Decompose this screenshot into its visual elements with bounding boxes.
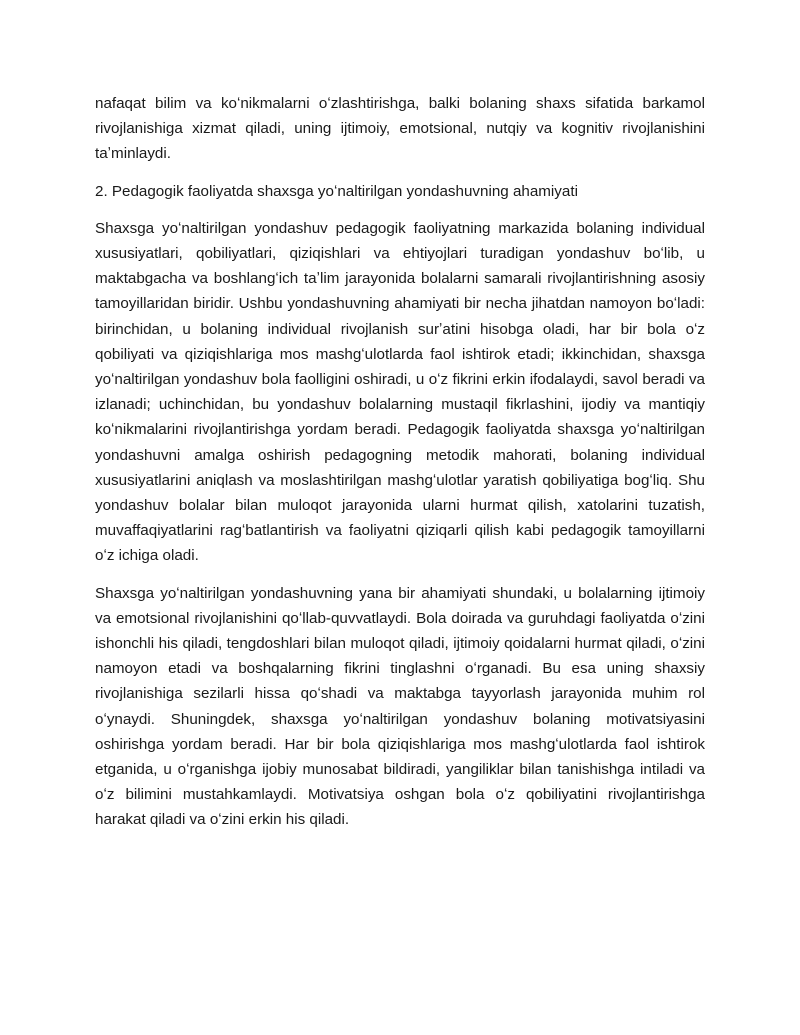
paragraph-body-1: Shaxsga yoʻnaltirilgan yondashuv pedagogik faoliyatning markazida bolaning individual xususiyatlari, qobiliyatlari, qiziqishlari va ehtiyojlari turadigan yondashuv boʻlib, u maktabgacha va boshlangʻich taʼlim jarayonida bolalarni samarali rivojlantirishning asosiy tamoyillaridan biridir. Ushbu yondashuvning ahamiyati bir necha jihatdan namoyon boʻladi: birinchidan, u bolaning individual rivojlanish surʼatini hisobga oladi, har bir bola oʻz qobiliyati va qiziqishlariga mos mashgʻulotlarda faol ishtirok etadi; ikkinchidan, shaxsga yoʻnaltirilgan yondashuv bola faolligini oshiradi, u oʻz fikrini erkin ifodalaydi, savol beradi va izlanadi; uchinchidan, bu yondashuv bolalarning mustaqil fikrlashini, ijodiy va mantiqiy koʻnikmalarini rivojlantirishga yordam beradi. Pedagogik faoliyatda shaxsga yoʻnaltirilgan yondashuvni amalga oshirish pedagogning metodik mahorati, bolaning individual xususiyatlarini aniqlash va moslashtirilgan mashgʻulotlar yaratish qobiliyatiga bogʻliq. Shu yondashuv bolalar bilan muloqot jarayonida ularni hurmat qilish, xatolarini tuzatish, muvaffaqiyatlarini ragʻbatlantirish va faoliyatni qiziqarli qilish kabi pedagogik tamoyillarni oʻz ichiga oladi.: [95, 219, 705, 565]
document-page: [95, 91, 705, 833]
paragraph-body-2: Shaxsga yoʻnaltirilgan yondashuvning yana bir ahamiyati shundaki, u bolalarning ijtimoiy va emotsional rivojlanishini qoʻllab-quvvatlaydi. Bola doirada va guruhdagi faoliyatda oʻzini ishonchli his qiladi, tengdoshlari bilan muloqot qiladi, ijtimoiy qoidalarni hurmat qiladi, oʻzini namoyon etadi va boshqalarning fikrini tinglashni oʻrganadi. Bu esa uning shaxsiy rivojlanishiga sezilarli hissa qoʻshadi va maktabga tayyorlash jarayonida muhim rol oʻynaydi. Shuningdek, shaxsga yoʻnaltirilgan yondashuv bolaning motivatsiyasini oshirishga yordam beradi. Har bir bola qiziqishlariga mos mashgʻulotlarda faol ishtirok etganida, u oʻrganishga ijobiy munosabat bildiradi, yangiliklar bilan tanishishga intiladi va oʻz bilimini mustahkamlaydi. Motivatsiya oshgan bola oʻz qobiliyatini rivojlantirishga harakat qiladi va oʻzini erkin his qiladi.: [95, 584, 705, 829]
section-heading: 2. Pedagogik faoliyatda shaxsga yoʻnaltirilgan yondashuvning ahamiyati: [95, 182, 578, 200]
paragraph-continuation: nafaqat bilim va koʻnikmalarni oʻzlashtirishga, balki bolaning shaxs sifatida barkamol rivojlanishiga xizmat qiladi, uning ijtimoiy, emotsional, nutqiy va kognitiv rivojlanishini taʼminlaydi.: [95, 95, 705, 163]
